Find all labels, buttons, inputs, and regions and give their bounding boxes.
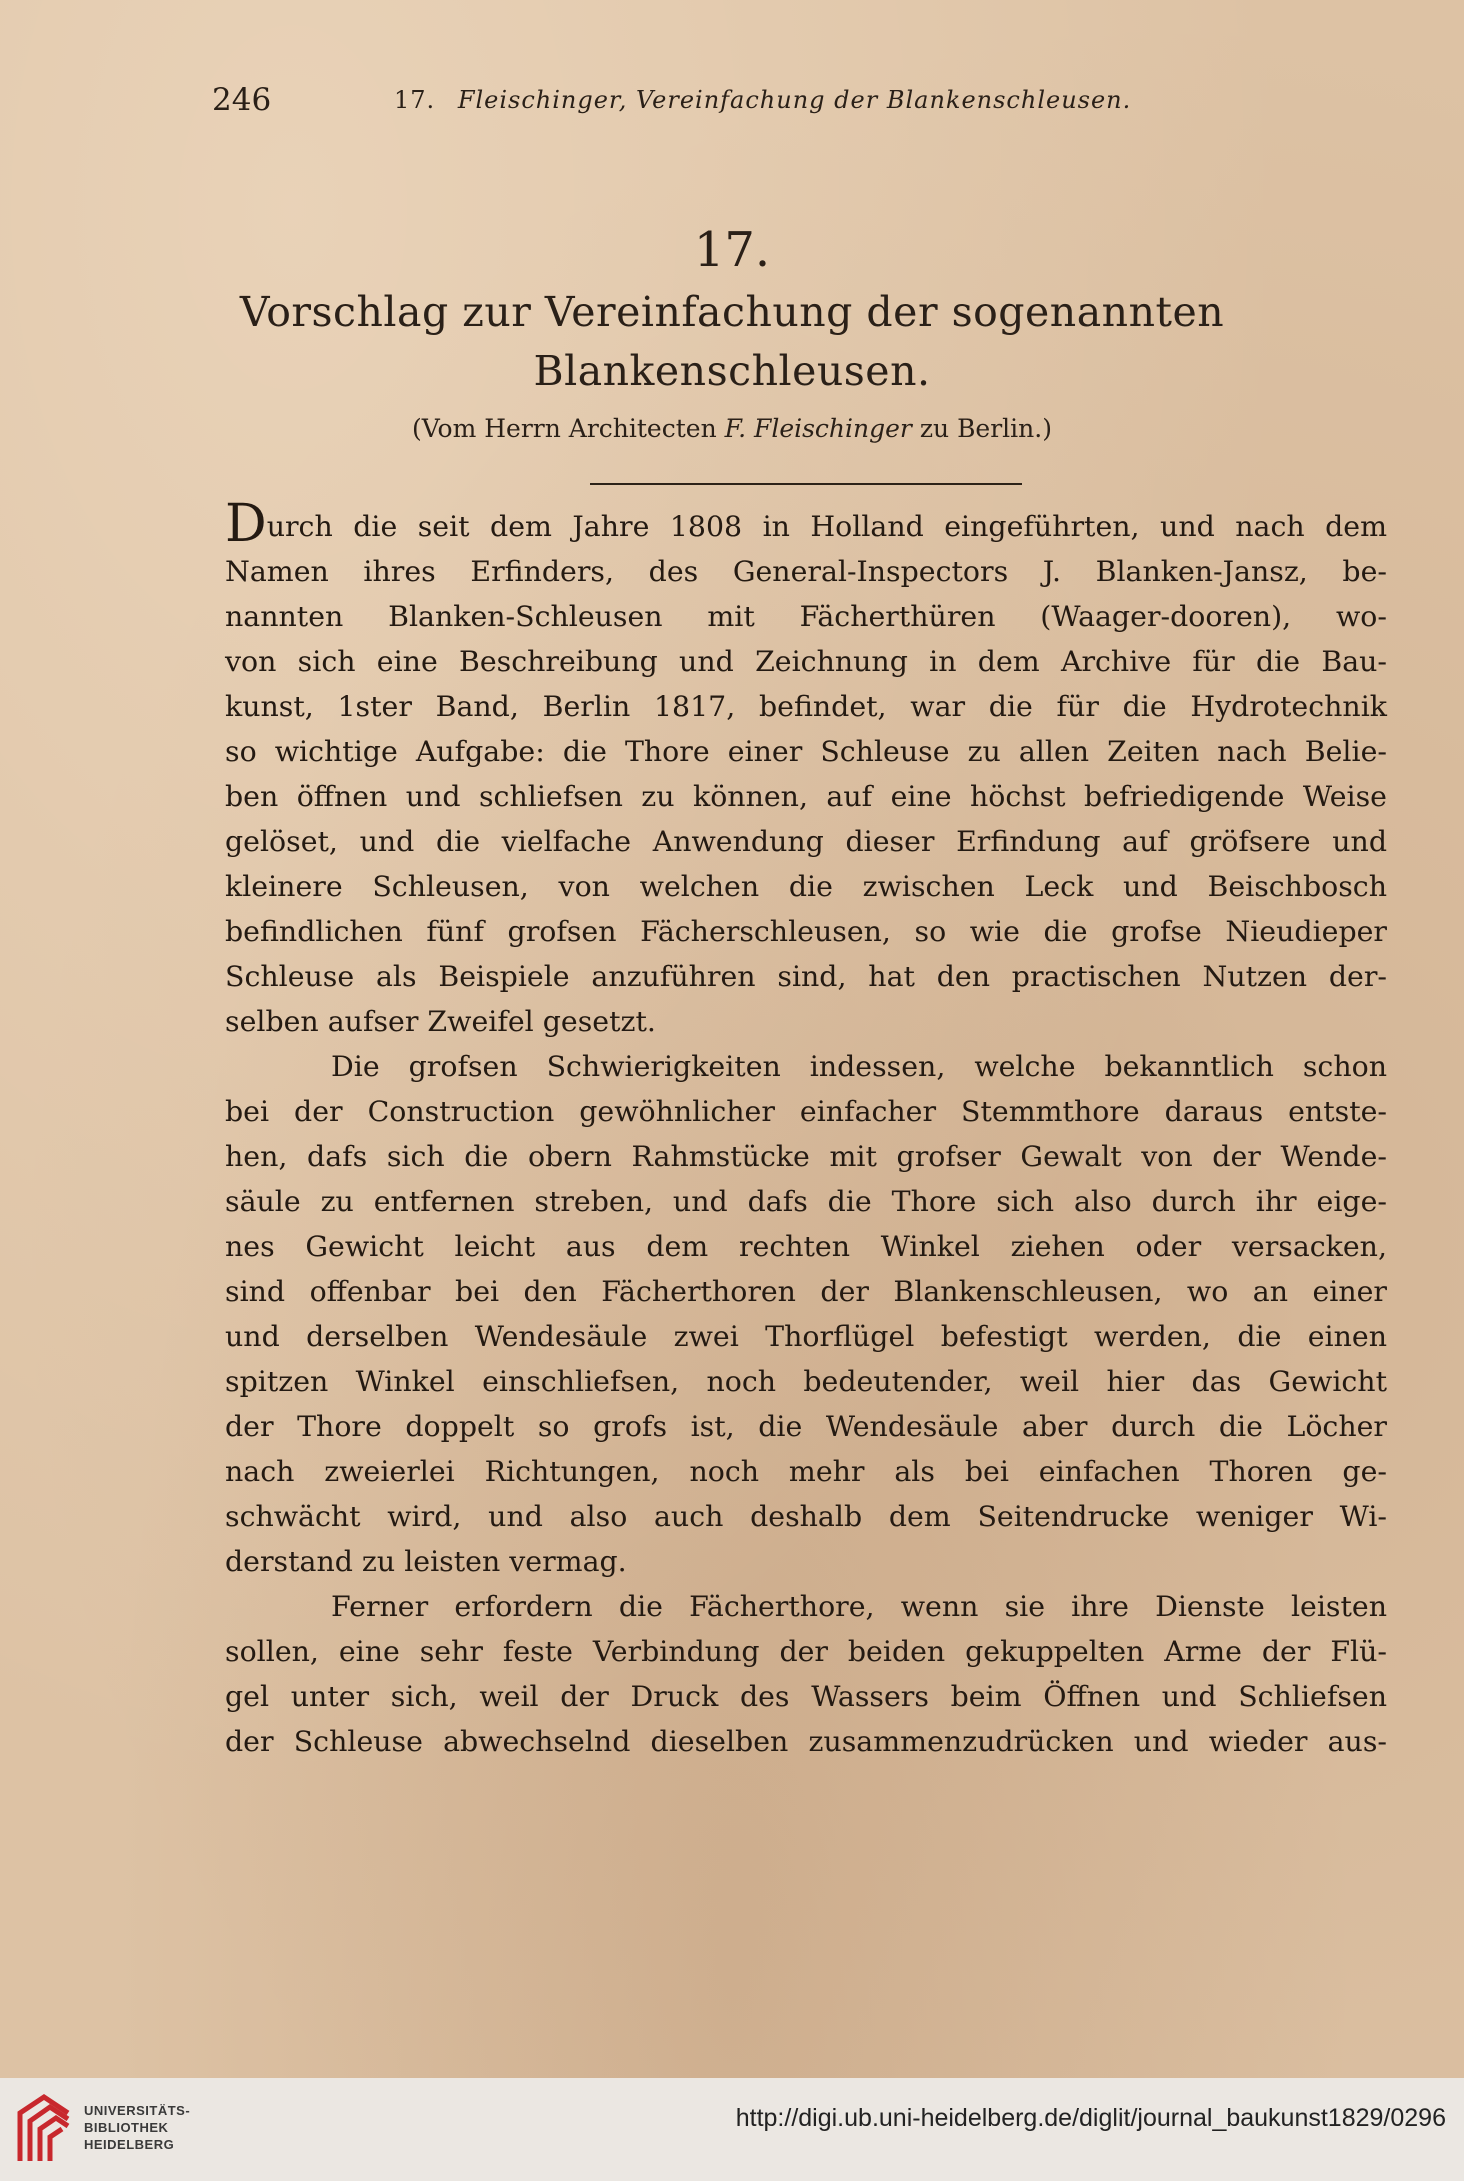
title-divider [590,483,1022,485]
running-head-number: 17. [394,86,436,114]
page-number: 246 [212,82,272,118]
article-title-line-1: Vorschlag zur Vereinfachung der sogenannten [239,288,1225,336]
body-line: von sich eine Beschreibung und Zeichnung in dem Archive für die Bau- [225,645,1387,678]
body-line: kleinere Schleusen, von welchen die zwischen Leck und Beischbosch [225,870,1387,903]
body-line: kunst, 1ster Band, Berlin 1817, befindet, war die für die Hydrotechnik [225,690,1387,723]
body-line: Schleuse als Beispiele anzuführen sind, hat den practischen Nutzen der- [225,960,1387,993]
drop-cap: D [225,494,267,554]
byline-suffix: zu Berlin.) [919,414,1052,443]
body-line: derstand zu leisten vermag. [225,1545,627,1578]
running-head-text: Fleischinger, Vereinfachung der Blankenschleusen. [457,86,1132,114]
body-line: Durch die seit dem Jahre 1808 in Holland eingeführten, und nach dem [225,494,1387,554]
body-line: gel unter sich, weil der Druck des Wassers beim Öffnen und Schliefsen [225,1680,1387,1713]
body-line: bei der Construction gewöhnlicher einfacher Stemmthore daraus entste- [225,1095,1387,1128]
article-body [225,494,1387,1764]
body-line: hen, dafs sich die obern Rahmstücke mit grofser Gewalt von der Wende- [225,1140,1387,1173]
body-line: so wichtige Aufgabe: die Thore einer Schleuse zu allen Zeiten nach Belie- [225,735,1387,768]
body-line: sind offenbar bei den Fächerthoren der Blankenschleusen, wo an einer [225,1275,1387,1308]
body-line: gelöset, und die vielfache Anwendung dieser Erfindung auf gröfsere und [225,825,1387,858]
body-line: Ferner erfordern die Fächerthore, wenn sie ihre Dienste leisten [331,1590,1387,1623]
article-number: 17. [693,222,771,278]
page-header [212,82,1242,122]
body-line: nannten Blanken-Schleusen mit Fächerthüren (Waager-dooren), wo- [225,600,1387,633]
body-line: befindlichen fünf grofsen Fächerschleusen, so wie die grofse Nieudieper [225,915,1387,948]
running-head [394,86,1131,114]
university-library-logo-icon [14,2091,74,2167]
source-url-link[interactable]: http://digi.ub.uni-heidelberg.de/diglit/journal_baukunst1829/0296 [735,2104,1446,2132]
byline-prefix: (Vom Herrn Architecten [412,414,717,443]
body-line: Namen ihres Erfinders, des General-Inspectors J. Blanken-Jansz, be- [225,555,1387,588]
byline-author: F. Fleischinger [724,414,912,443]
body-line: selben aufser Zweifel gesetzt. [225,1005,656,1038]
body-line: sollen, eine sehr feste Verbindung der beiden gekuppelten Arme der Flü- [225,1635,1387,1668]
body-line: nes Gewicht leicht aus dem rechten Winkel ziehen oder versacken, [225,1230,1387,1263]
article-byline [0,414,1464,443]
body-line: Die grofsen Schwierigkeiten indessen, welche bekanntlich schon [331,1050,1387,1083]
body-line: nach zweierlei Richtungen, noch mehr als bei einfachen Thoren ge- [225,1455,1387,1488]
body-line: der Schleuse abwechselnd dieselben zusammenzudrücken und wieder aus- [225,1725,1387,1758]
library-footer [0,2078,1464,2181]
article-title-line-2: Blankenschleusen. [533,347,931,395]
body-line: der Thore doppelt so grofs ist, die Wendesäule aber durch die Löcher [225,1410,1387,1443]
body-line: und derselben Wendesäule zwei Thorflügel befestigt werden, die einen [225,1320,1387,1353]
body-line: schwächt wird, und also auch deshalb dem Seitendrucke weniger Wi- [225,1500,1387,1533]
body-line: ben öffnen und schliefsen zu können, auf eine höchst befriedigende Weise [225,780,1387,813]
library-name: UNIVERSITÄTS- BIBLIOTHEK HEIDELBERG [84,2103,191,2152]
body-line: spitzen Winkel einschliefsen, noch bedeutender, weil hier das Gewicht [225,1365,1387,1398]
body-line: säule zu entfernen streben, und dafs die Thore sich also durch ihr eige- [225,1185,1387,1218]
